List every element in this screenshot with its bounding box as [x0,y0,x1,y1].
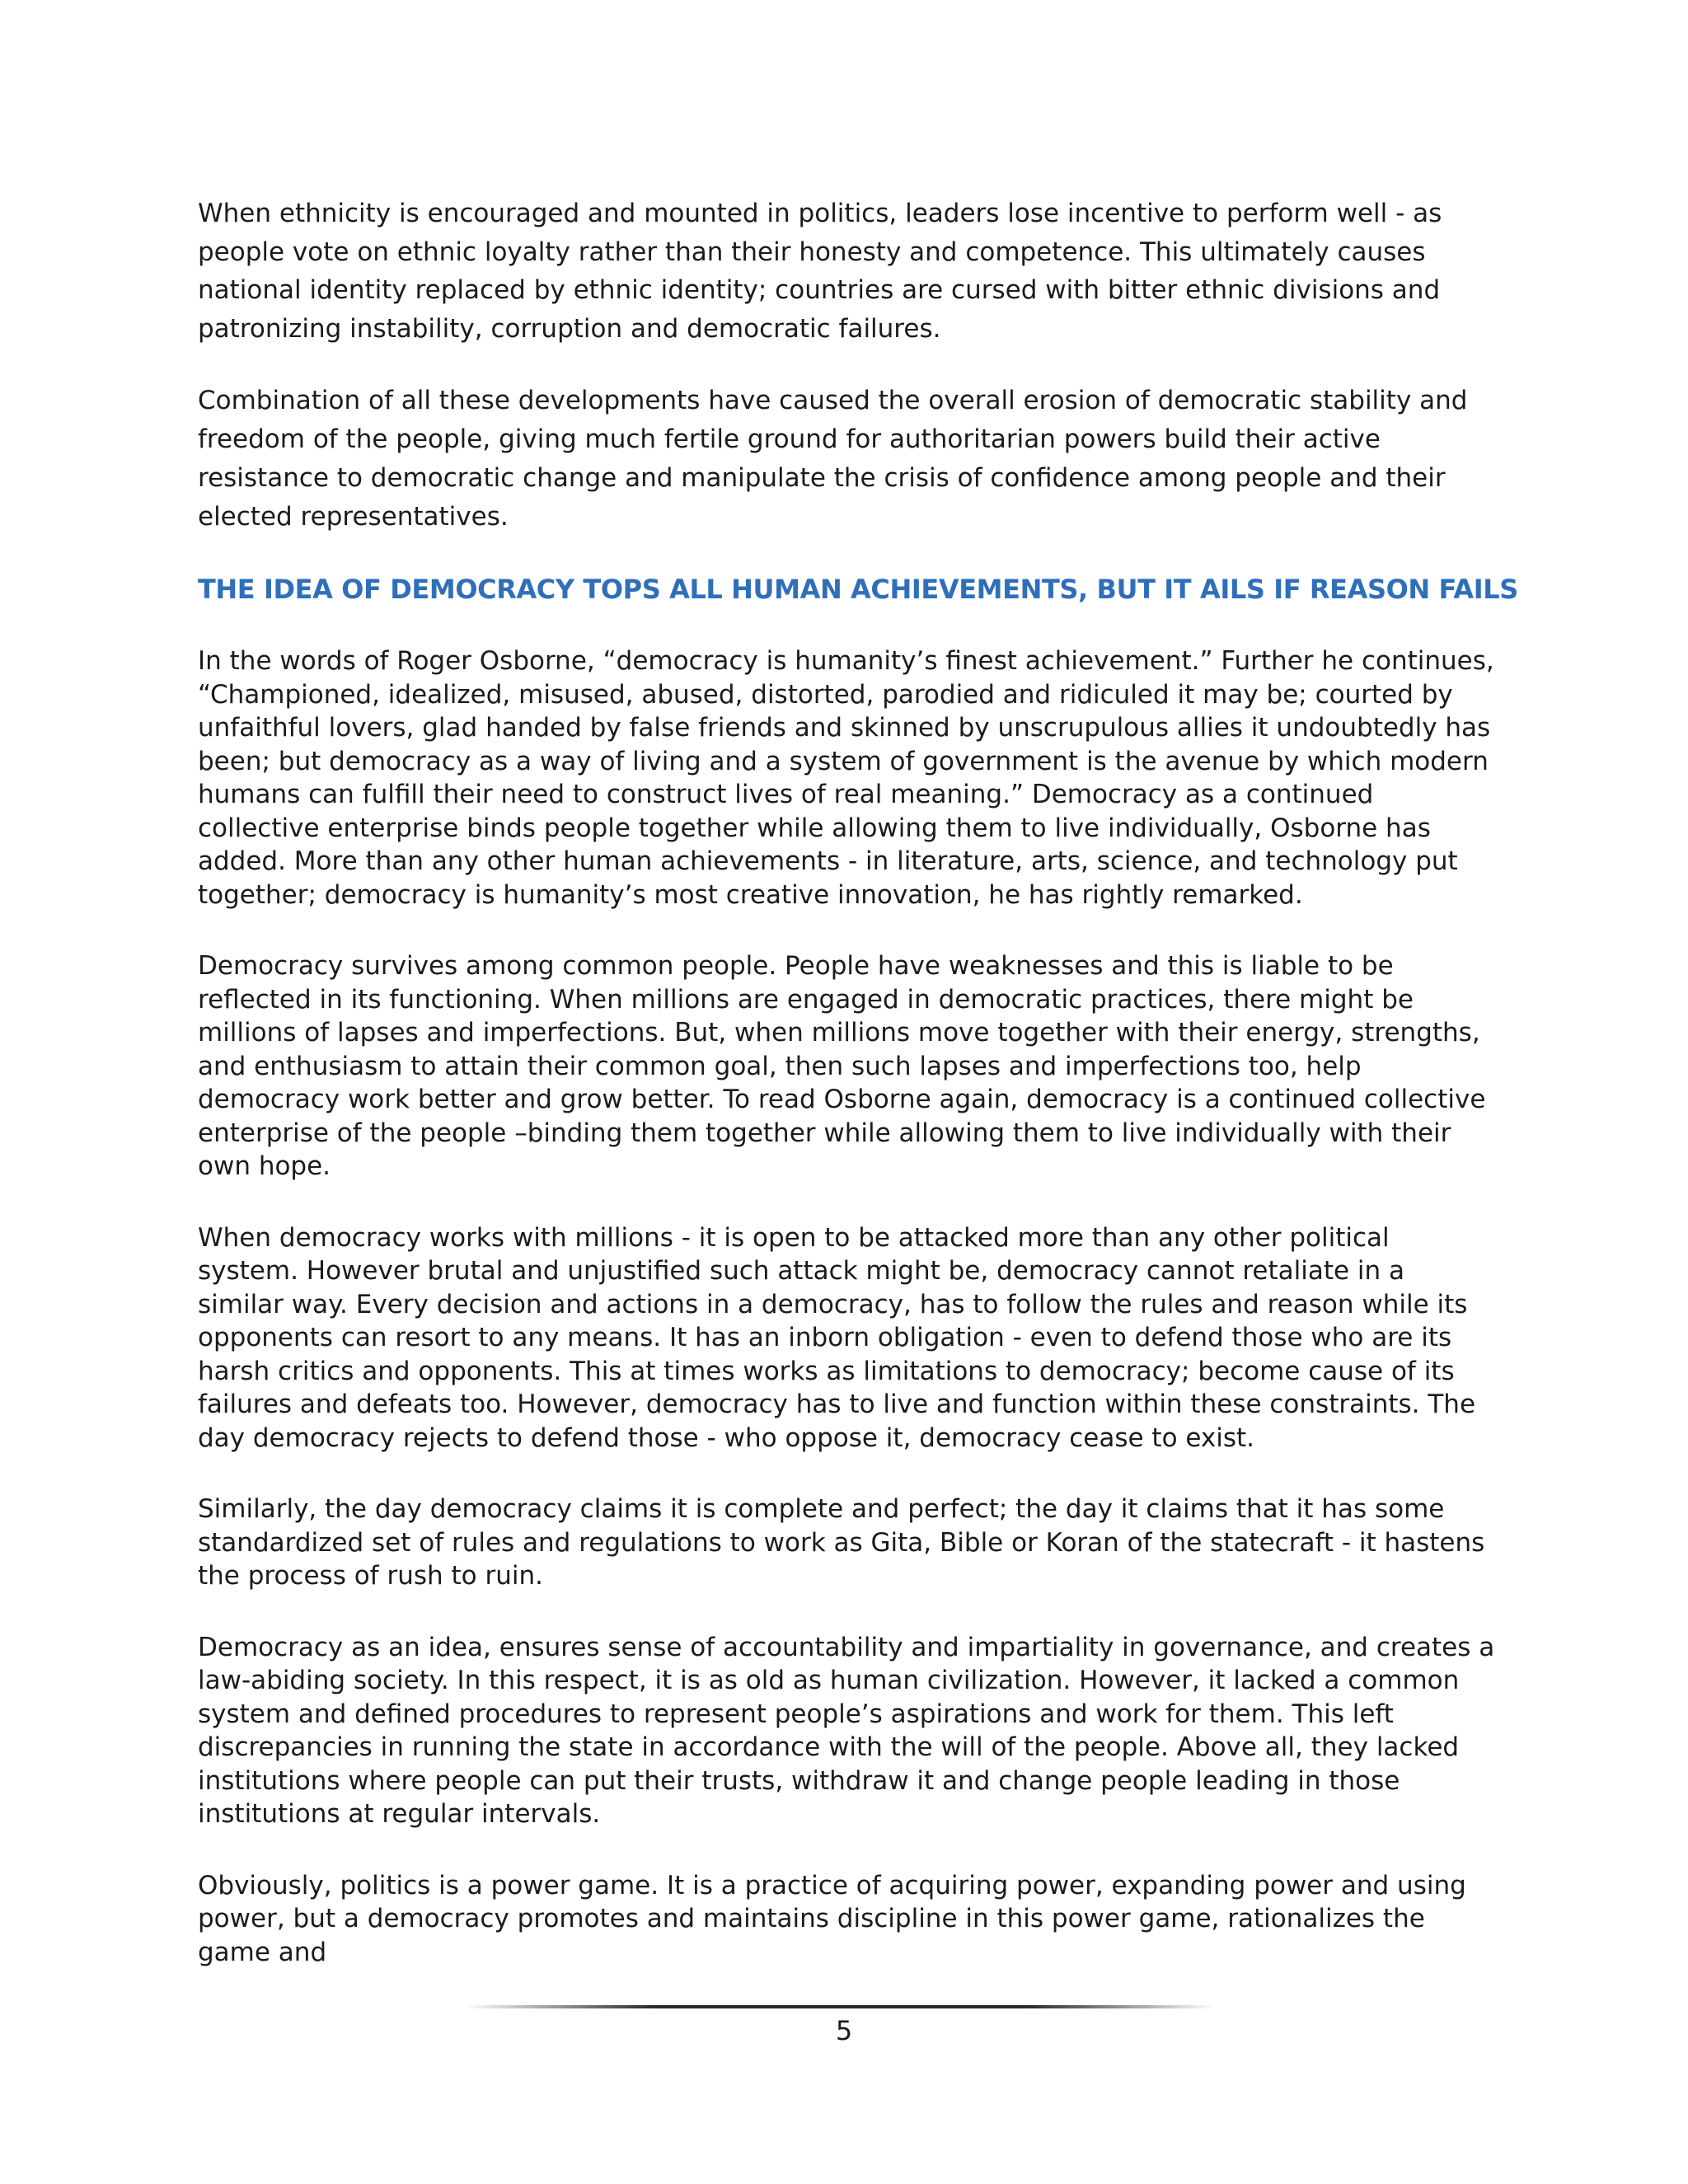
paragraph-perfection: Similarly, the day democracy claims it is complete and perfect; the day it claims that it has some standardized set of rules and regulations to work as Gita, Bible or Koran of the statecraft - it hastens the process of rush to ruin. [198,1494,1485,1591]
paragraph-attacks: When democracy works with millions - it is open to be attacked more than any other political system. However brutal and unjustified such attack might be, democracy cannot retaliate in a similar way. Every decision and actions in a democracy, has to follow the rules and reason while its opponents can resort to any means. It has an inborn obligation - even to defend those who are its harsh critics and opponents. This at times works as limitations to democracy; become cause of its failures and defeats too. However, democracy has to live and function within these constraints. The day democracy rejects to defend those - who oppose it, democracy cease to exist. [198,1222,1476,1453]
footer-divider [466,2005,1216,2008]
page-number: 5 [835,2015,853,2046]
paragraph-erosion: Combination of all these developments have caused the overall erosion of democratic stability and freedom of the people, giving much fertile ground for authoritarian powers build their active resistance to democratic change and manipulate the crisis of confidence among people and their elected representatives. [198,386,1468,532]
paragraph-ethnicity: When ethnicity is encouraged and mounted in politics, leaders lose incentive to perform well - as people vote on ethnic loyalty rather than their honesty and competence. This ultimately causes national identity replaced by ethnic identity; countries are cursed with bitter ethnic divisions and patronizing instability, corruption and democratic failures. [198,199,1442,344]
page-body [198,194,1518,2007]
paragraph-power-game: Obviously, politics is a power game. It is a practice of acquiring power, expanding power and using power, but a democracy promotes and maintains discipline in this power game, rationalizes the game and [198,1870,1466,1967]
section-heading: THE IDEA OF DEMOCRACY TOPS ALL HUMAN ACHIEVEMENTS, BUT IT AILS IF REASON FAILS [198,574,1518,605]
paragraph-common-people: Democracy survives among common people. People have weaknesses and this is liable to be reflected in its functioning. When millions are engaged in democratic practices, there might be millions of lapses and imperfections. But, when millions move together with their energy, strengths, and enthusiasm to attain their common goal, then such lapses and imperfections too, help democracy work better and grow better. To read Osborne again, democracy is a continued collective enterprise of the people –binding them together while allowing them to live individually with their own hope. [198,951,1486,1181]
paragraph-osborne-quote: In the words of Roger Osborne, “democracy is humanity’s finest achievement.” Further he continues, “Championed, idealized, misused, abused, distorted, parodied and ridiculed it may be; courted by unfaithful lovers, glad handed by false friends and skinned by unscrupulous allies it undoubtedly has been; but democracy as a way of living and a system of government is the avenue by which modern humans can fulfill their need to construct lives of real meaning.” Democracy as a continued collective enterprise binds people together while allowing them to live individually, Osborne has added. More than any other human achievements - in literature, arts, science, and technology put together; democracy is humanity’s most creative innovation, he has rightly remarked. [198,646,1494,910]
paragraph-accountability: Democracy as an idea, ensures sense of accountability and impartiality in governance, and creates a law-abiding society. In this respect, it is as old as human civilization. However, it lacked a common system and defined procedures to represent people’s aspirations and work for them. This left discrepancies in running the state in accordance with the will of the people. Above all, they lacked institutions where people can put their trusts, withdraw it and change people leading in those institutions at regular intervals. [198,1632,1495,1829]
